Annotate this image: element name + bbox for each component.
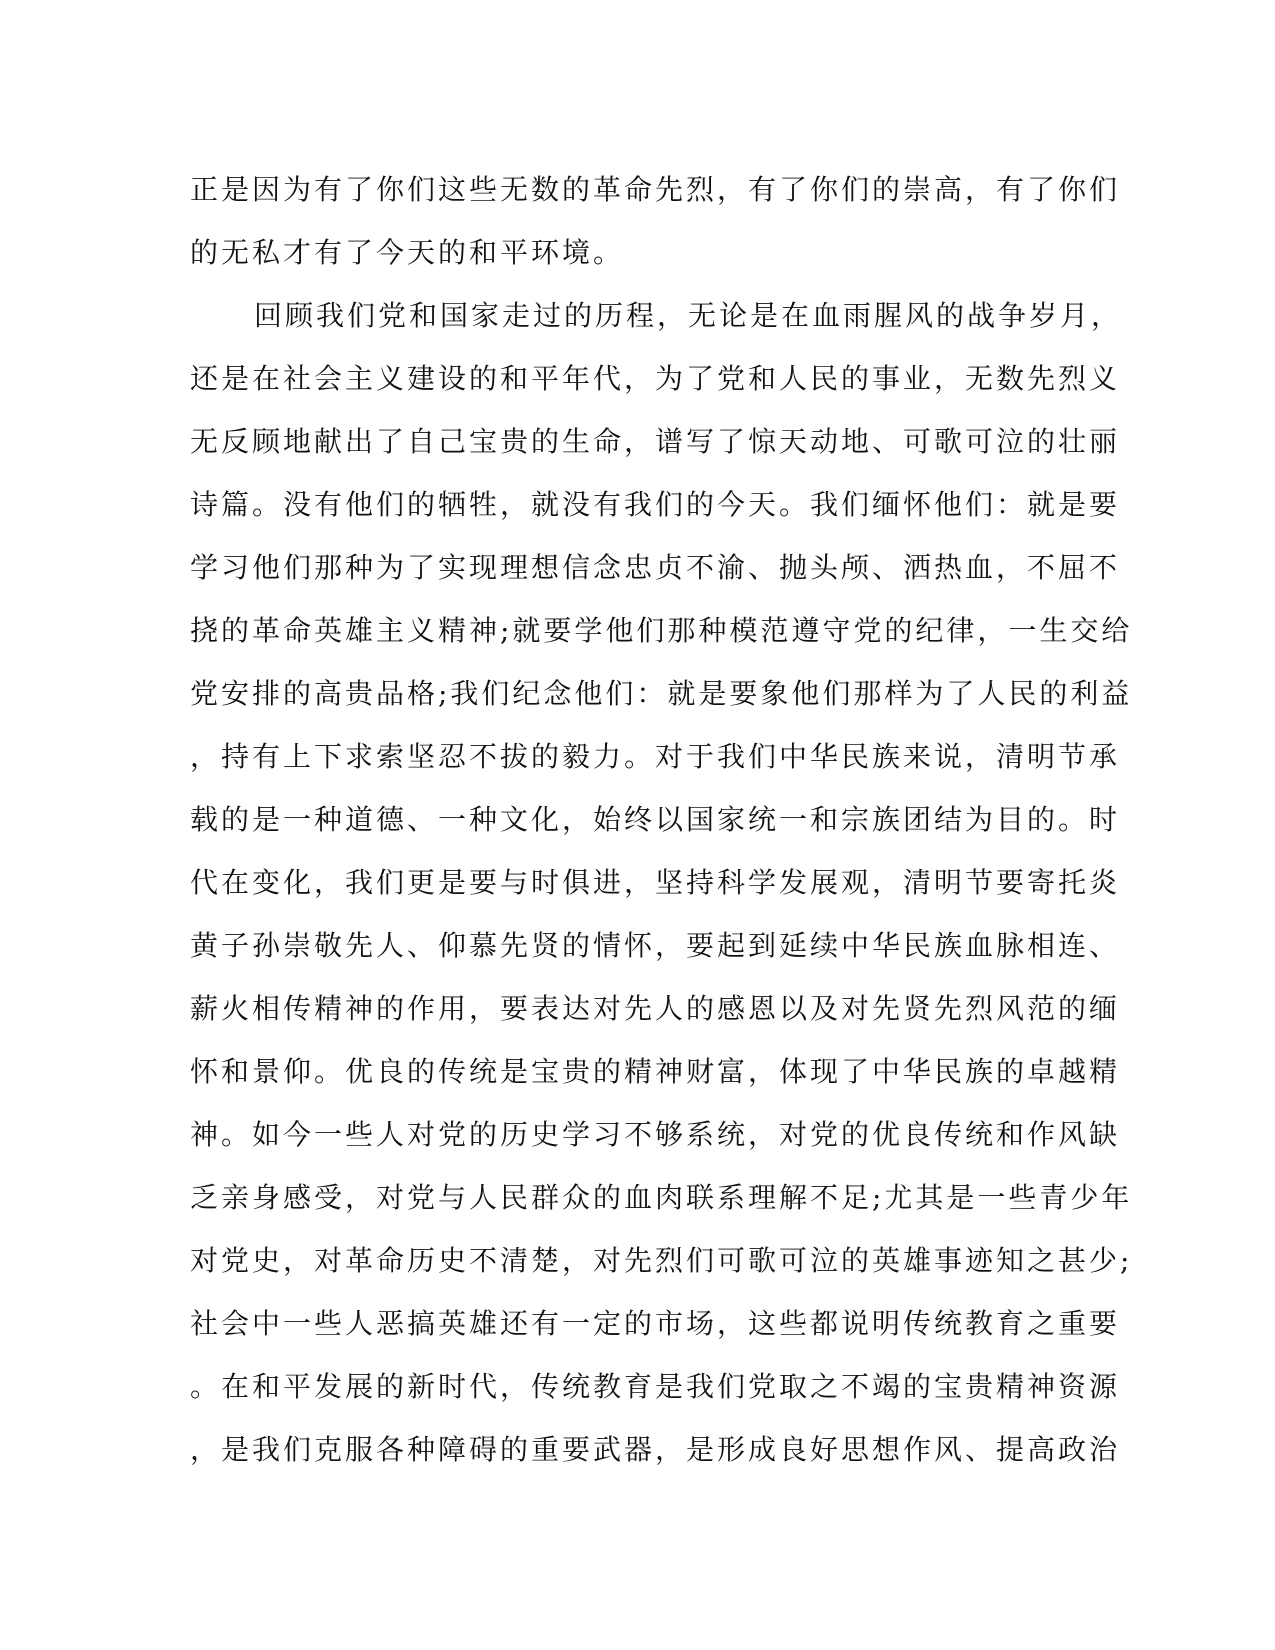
text-line: ，是我们克服各种障碍的重要武器，是形成良好思想作风、提高政治: [190, 1433, 1121, 1466]
text-line: 无反顾地献出了自己宝贵的生命，谱写了惊天动地、可歌可泣的壮丽: [190, 425, 1121, 458]
text-line: 的无私才有了今天的和平环境。: [190, 236, 625, 269]
text-line: 黄子孙崇敬先人、仰慕先贤的情怀，要起到延续中华民族血脉相连、: [190, 929, 1121, 962]
paragraph-first-line: 回顾我们党和国家走过的历程，无论是在血雨腥风的战争岁月，: [254, 299, 1123, 332]
text-line: 学习他们那种为了实现理想信念忠贞不渝、抛头颅、洒热血，不屈不: [190, 551, 1121, 584]
text-line: 乏亲身感受，对党与人民群众的血肉联系理解不足;尤其是一些青少年: [190, 1181, 1133, 1214]
text-line: 薪火相传精神的作用，要表达对先人的感恩以及对先贤先烈风范的缅: [190, 992, 1121, 1025]
text-line: 代在变化，我们更是要与时俱进，坚持科学发展观，清明节要寄托炎: [190, 866, 1121, 899]
text-line: 还是在社会主义建设的和平年代，为了党和人民的事业，无数先烈义: [190, 362, 1121, 395]
text-line: 正是因为有了你们这些无数的革命先烈，有了你们的崇高，有了你们: [190, 173, 1121, 206]
text-line: 社会中一些人恶搞英雄还有一定的市场，这些都说明传统教育之重要: [190, 1307, 1121, 1340]
text-line: 。在和平发展的新时代，传统教育是我们党取之不竭的宝贵精神资源: [190, 1370, 1121, 1403]
body-text: [190, 168, 1133, 1491]
text-line: 神。如今一些人对党的历史学习不够系统，对党的优良传统和作风缺: [190, 1118, 1121, 1151]
text-line: 诗篇。没有他们的牺牲，就没有我们的今天。我们缅怀他们：就是要: [190, 488, 1121, 521]
text-line: ，持有上下求索坚忍不拔的毅力。对于我们中华民族来说，清明节承: [190, 740, 1121, 773]
text-line: 党安排的高贵品格;我们纪念他们：就是要象他们那样为了人民的利益: [190, 677, 1133, 710]
text-line: 载的是一种道德、一种文化，始终以国家统一和宗族团结为目的。时: [190, 803, 1121, 836]
text-line: 挠的革命英雄主义精神;就要学他们那种模范遵守党的纪律，一生交给: [190, 614, 1133, 647]
text-line: 对党史，对革命历史不清楚，对先烈们可歌可泣的英雄事迹知之甚少;: [190, 1244, 1133, 1277]
text-line: 怀和景仰。优良的传统是宝贵的精神财富，体现了中华民族的卓越精: [190, 1055, 1121, 1088]
